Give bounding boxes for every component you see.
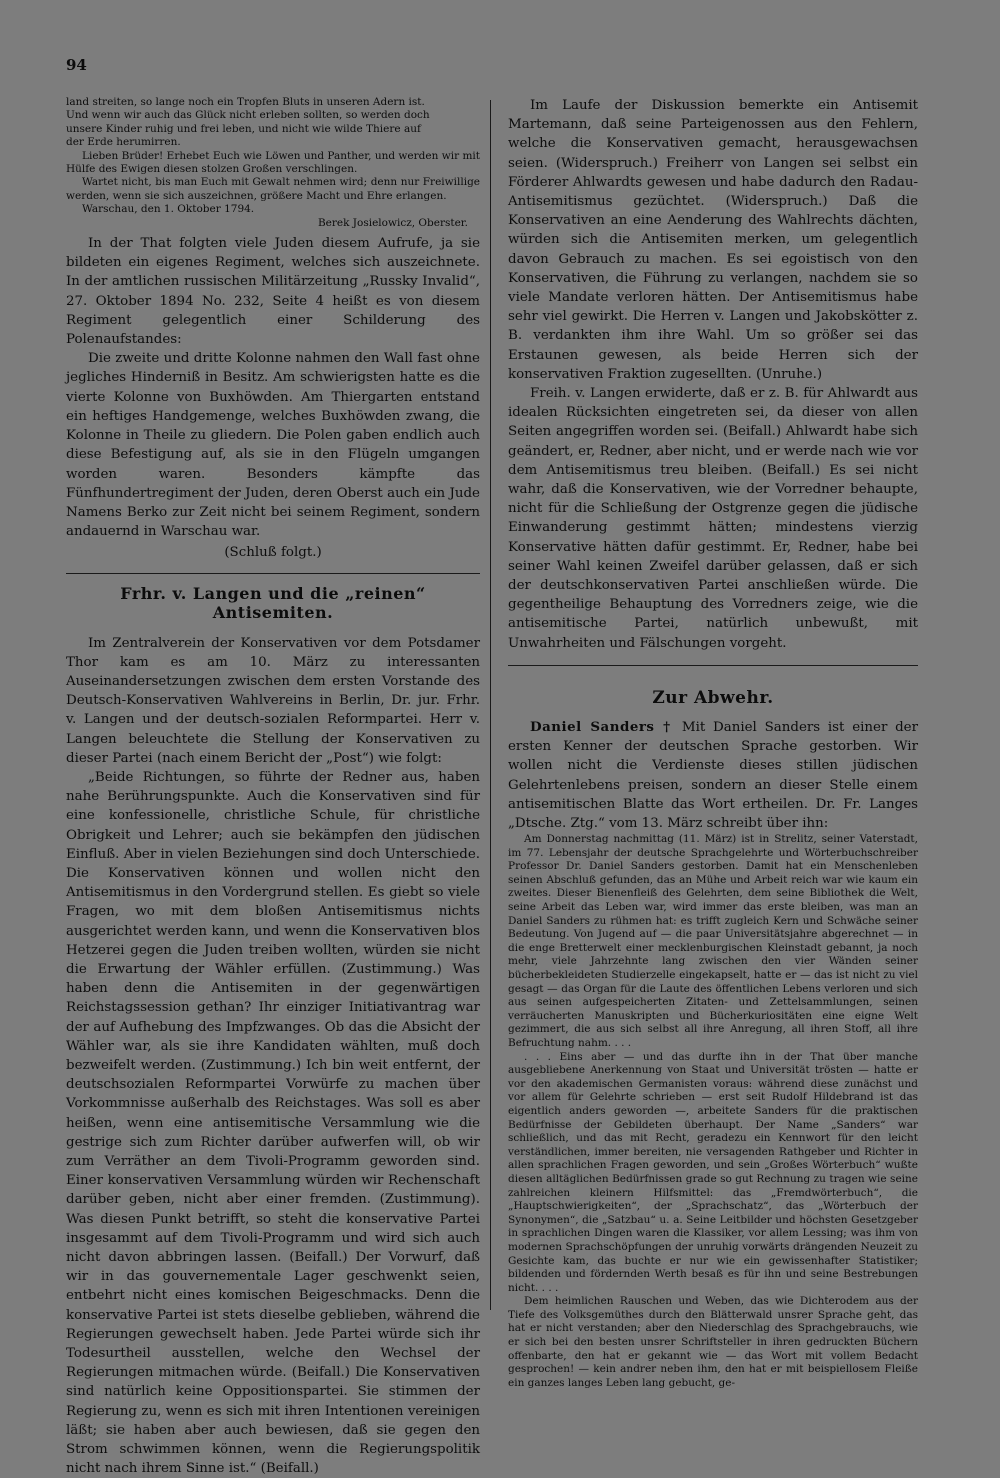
- obituary-text: Mit Daniel Sanders ist einer der ersten Kenner der deutschen Sprache gestorben. Wir wollen nicht die Verdienste dieses stillen jüdischen Gelehrtenlebens preisen, sondern an dieser Stelle einem antisemitischen Blatte das Wort ertheilen. Dr. Fr. Langes „Dtsche. Ztg.“ vom 13. März schreibt über ihn:: [508, 719, 918, 831]
- left-column: [66, 96, 480, 1478]
- right-column: [508, 96, 918, 1390]
- body-paragraph: In der That folgten viele Juden diesem Aufrufe, ja sie bildeten ein eigenes Regiment, welches sich auszeichnete. In der amtlichen russischen Militärzeitung „Russky Invalid“, 27. Oktober 1894 No. 232, Seite 4 heißt es von diesem Regiment gelegentlich einer Schilderung des Polenaufstandes:: [66, 236, 480, 348]
- quoted-paragraph: Am Donnerstag nachmittag (11. März) ist in Strelitz, seiner Vaterstadt, im 77. Lebensjahr der deutsche Sprachgelehrte und Wörterbuchschreiber Professor Dr. Daniel Sanders gestorben. Damit hat ein Menschenleben seinen Abschluß gefunden, das an Mühe und Arbeit reich war wie kaum ein zweites. Dieser Bienenfleiß des Gelehrten, dem seine Bibliothek die Welt, seine Arbeit das Leben war, wird immer das erste bleiben, was man an Daniel Sanders zu rühmen hat: es trifft zugleich Kern und Schwäche seiner Bedeutung. Von Jugend auf — die paar Universitätsjahre abgerechnet — in die enge Bretterwelt einer mecklenburgischen Kleinstadt gebannt, ja noch mehr, viele Jahrzehnte lang zwischen den vier Wänden seiner bücherbekleideten Studierzelle eingekapselt, hatte er — das ist nicht zu viel gesagt — das Organ für die Laute des öffentlichen Lebens verloren und sich aus seinen aufgespeicherten Zitaten- und Zettelsammlungen, seinen verräucherten Manuskripten und Bücherkuriositäten eine eigne Welt gezimmert, die aus sich selbst all ihre Anregung, all ihren Stoff, all ihre Befruchtung nahm. . . .: [508, 833, 918, 1050]
- obituary-paragraph: [508, 718, 918, 833]
- poem-block: [66, 96, 480, 150]
- body-paragraph: Im Laufe der Diskussion bemerkte ein Antisemit Martemann, daß seine Parteigenossen aus den Fehlern, welche die Konservativen gemacht, herausgewachsen seien. (Widerspruch.) Freiherr von Langen sei selbst ein Förderer Ahlwardts gewesen und habe dadurch den Radau-Antisemitismus gezüchtet. (Widerspruch.) Daß die Konservativen an eine Aenderung des Wahlrechts dächten, würden sich die Antisemiten merken, um gelegentlich davon Gebrauch zu machen. Es sei egoistisch von den Konservativen, die Führung zu verlangen, nachdem sie so viele Mandate verloren hätten. Der Antisemitismus habe sehr viel gewirkt. Die Herren v. Langen und Jakobskötter z. B. verdankten ihm ihre Wahl. Um so größer sei das Erstaunen gewesen, als beide Herren sich der konservativen Fraktion zugesellten. (Unruhe.): [508, 98, 918, 382]
- body-paragraph: Die zweite und dritte Kolonne nahmen den Wall fast ohne jegliches Hinderniß in Besitz. Am schwierigsten hatte es die vierte Kolonne von Buxhöwden. Am Thiergarten entstand ein heftiges Handgemenge, welches Buxhöwden zwang, die Kolonne in Theile zu gliedern. Die Polen gaben endlich auch diese Befestigung auf, als sie in den Flügeln umgangen worden waren. Besonders kämpfte das Fünfhundertregiment der Juden, deren Oberst auch ein Jude Namens Berko zur Zeit nicht bei seinem Regiment, sondern andauernd in Warschau war.: [66, 351, 480, 540]
- signature-place: Warschau, den 1. Oktober 1794.: [82, 203, 255, 216]
- body-paragraph: Im Zentralverein der Konservativen vor dem Potsdamer Thor kam es am 10. März zu interessanten Auseinandersetzungen zwischen dem ersten Vorstande des Deutsch-Konservativen Wahlvereins in Berlin, Dr. jur. Frhr. v. Langen und der deutsch-sozialen Reformpartei. Herr v. Langen beleuchtete die Stellung der Konservativen zu dieser Partei (nach einem Bericht der „Post“) wie folgt:: [66, 635, 480, 766]
- obituary-lead: Daniel Sanders †: [530, 718, 675, 735]
- section-divider: [66, 573, 480, 574]
- text-line: land streiten, so lange noch ein Tropfen Bluts in unseren Adern ist.: [66, 96, 425, 108]
- section-heading: Zur Abwehr.: [652, 687, 774, 708]
- quoted-paragraph: . . . Eins aber — und das durfte ihn in der That über manche ausgebliebene Anerkennung von Staat und Universität trösten — hatte er vor den akademischen Germanisten voraus: während diese zunächst und vor allem für Gelehrte schrieben — erst seit Rudolf Hildebrand ist das eigentlich anders geworden —, arbeitete Sanders für die praktischen Bedürfnisse der Gebildeten überhaupt. Der Name „Sanders“ war schließlich, und das mit Recht, geradezu ein Kennwort für den leicht verständlichen, immer bereiten, nie versagenden Rathgeber und Richter in allen sprachlichen Fragen geworden, und sein „Großes Wörterbuch“ wußte diesen alltäglichen Bedürfnissen grade so gut Rechnung zu tragen wie seine zahlreichen kleinern Hilfsmittel: das „Fremdwörterbuch“, die „Hauptschwierigkeiten“, der „Sprachschatz“, das „Wörterbuch der Synonymen“, die „Satzbau“ u. a. Seine Leitbilder und höchsten Gesetzgeber in sprachlichen Dingen waren die Klassiker, vor allem Lessing; was ihm von modernen Sprachschöpfungen der unruhig vorwärts drängenden Neuzeit zu Gesichte kam, das buchte er nur wie ein gewissenhafter Statistiker; bildenden und fördernden Werth besaß es für ihn und seine Bestrebungen nicht. . . .: [508, 1050, 918, 1294]
- appeal-paragraph: Wartet nicht, bis man Euch mit Gewalt nehmen wird; denn nur Freiwillige werden, wenn sie sich auszeichnen, größere Macht und Ehre erlangen.: [66, 176, 480, 202]
- body-paragraph: Freih. v. Langen erwiderte, daß er z. B. für Ahlwardt aus idealen Rücksichten eingetreten sei, da dieser von allen Seiten angegriffen worden sei. (Beifall.) Ahlwardt habe sich geändert, er, Redner, aber nicht, und er werde nach wie vor dem Antisemitismus treu bleiben. (Beifall.) Es sei nicht wahr, daß die Konservativen, wie der Vorredner behaupte, nicht für die Schließung der Ostgrenze gegen die jüdische Einwanderung gestimmt hätten; mindestens vierzig Konservative hätten dafür gestimmt. Er, Redner, habe bei seiner Wahl keinen Zweifel darüber gelassen, daß er sich der deutschkonservativen Partei anschließen würde. Die gegentheilige Behauptung des Vorredners zeige, wie die antisemitische Partei, natürlich unbewußt, mit Unwahrheiten und Fälschungen vorgeht.: [508, 386, 918, 651]
- page-number: 94: [66, 56, 87, 74]
- section-divider: [508, 665, 918, 666]
- text-line: Und wenn wir auch das Glück nicht erleben sollten, so werden doch: [66, 109, 430, 122]
- article-heading: Frhr. v. Langen und die „reinen“ Antisemiten.: [120, 583, 426, 622]
- continued-note: (Schluß folgt.): [224, 545, 322, 561]
- appeal-paragraph: Lieben Brüder! Erhebet Euch wie Löwen und Panther, und werden wir mit Hülfe des Ewigen diesen stolzen Großen verschlingen.: [66, 149, 480, 176]
- signature-name: Berek Josielowicz, Oberster.: [317, 216, 468, 229]
- text-line: unsere Kinder ruhig und frei leben, und nicht wie wilde Thiere auf: [66, 122, 421, 135]
- quoted-paragraph: Dem heimlichen Rauschen und Weben, das wie Dichterodem aus der Tiefe des Volksgemüthes durch den Blätterwald unsrer Sprache geht, das hat er nicht verstanden; aber den Niederschlag des Sprachgebrauchs, wie er sich bei den besten unsrer Schriftsteller in ihren gedruckten Büchern offenbarte, den hat er gekannt wie — das Wort mit vollem Bedacht gesprochen! — kein andrer neben ihm, den hat er mit beispiellosem Fleiße ein ganzes langes Leben lang gebucht, ge-: [508, 1295, 918, 1389]
- body-paragraph: „Beide Richtungen, so führte der Redner aus, haben nahe Berührungspunkte. Auch die Konservativen sind für eine konfessionelle, christliche Schule, für christliche Obrigkeit und Lehrer; auch sie bekämpfen den jüdischen Einfluß. Aber in vielen Beziehungen sind doch Unterschiede. Die Konservativen können und wollen nicht den Antisemitismus in den Vordergrund stellen. Es giebt so viele Fragen, wo mit dem bloßen Antisemitismus nichts ausgerichtet werden kann, und wenn die Konservativen blos Hetzerei gegen die Juden treiben wollten, würden sie nicht die Erwartung der Wähler erfüllen. (Zustimmung.) Was haben denn die Antisemiten in der gegenwärtigen Reichstagssession gethan? Ihr einziger Initiativantrag war der auf Aufhebung des Impfzwanges. Ob das die Absicht der Wähler war, als sie ihre Kandidaten wählten, muß doch bezweifelt werden. (Zustimmung.) Ich bin weit entfernt, der deutschsozialen Reformpartei Vorwürfe zu machen über Vorkommnisse außerhalb des Reichstages. Was soll es aber heißen, wenn eine antisemitische Versammlung wie die gestrige sich zum Richter darüber aufwerfen will, ob wir zum Verräther an dem Tivoli-Programm geworden sind. Einer konservativen Versammlung würden wir Rechenschaft darüber geben, nicht aber einer fremden. (Zustimmung). Was diesen Punkt betrifft, so steht die konservative Partei insgesammt auf dem Tivoli-Programm und wird sich auch nicht davon abbringen lassen. (Beifall.) Der Vorwurf, daß wir in das gouvernementale Lager geschwenkt seien, entbehrt nicht eines komischen Beigeschmacks. Denn die konservative Partei ist stets dieselbe geblieben, während die Regierungen gewechselt haben. Jede Partei würde sich ihr Todesurtheil ausstellen, welche den Wechsel der Regierungen mitmachen würde. (Beifall.) Die Konservativen sind natürlich keine Oppositionspartei. Sie stimmen der Regierung zu, wenn es sich mit ihren Intentionen vereinigen läßt; sie haben aber auch bewiesen, daß sie gegen den Strom schwimmen können, wenn die Regierungspolitik nicht nach ihrem Sinne ist.“ (Beifall.): [66, 769, 481, 1477]
- column-divider: [490, 100, 491, 1310]
- text-line: der Erde herumirren.: [66, 136, 181, 149]
